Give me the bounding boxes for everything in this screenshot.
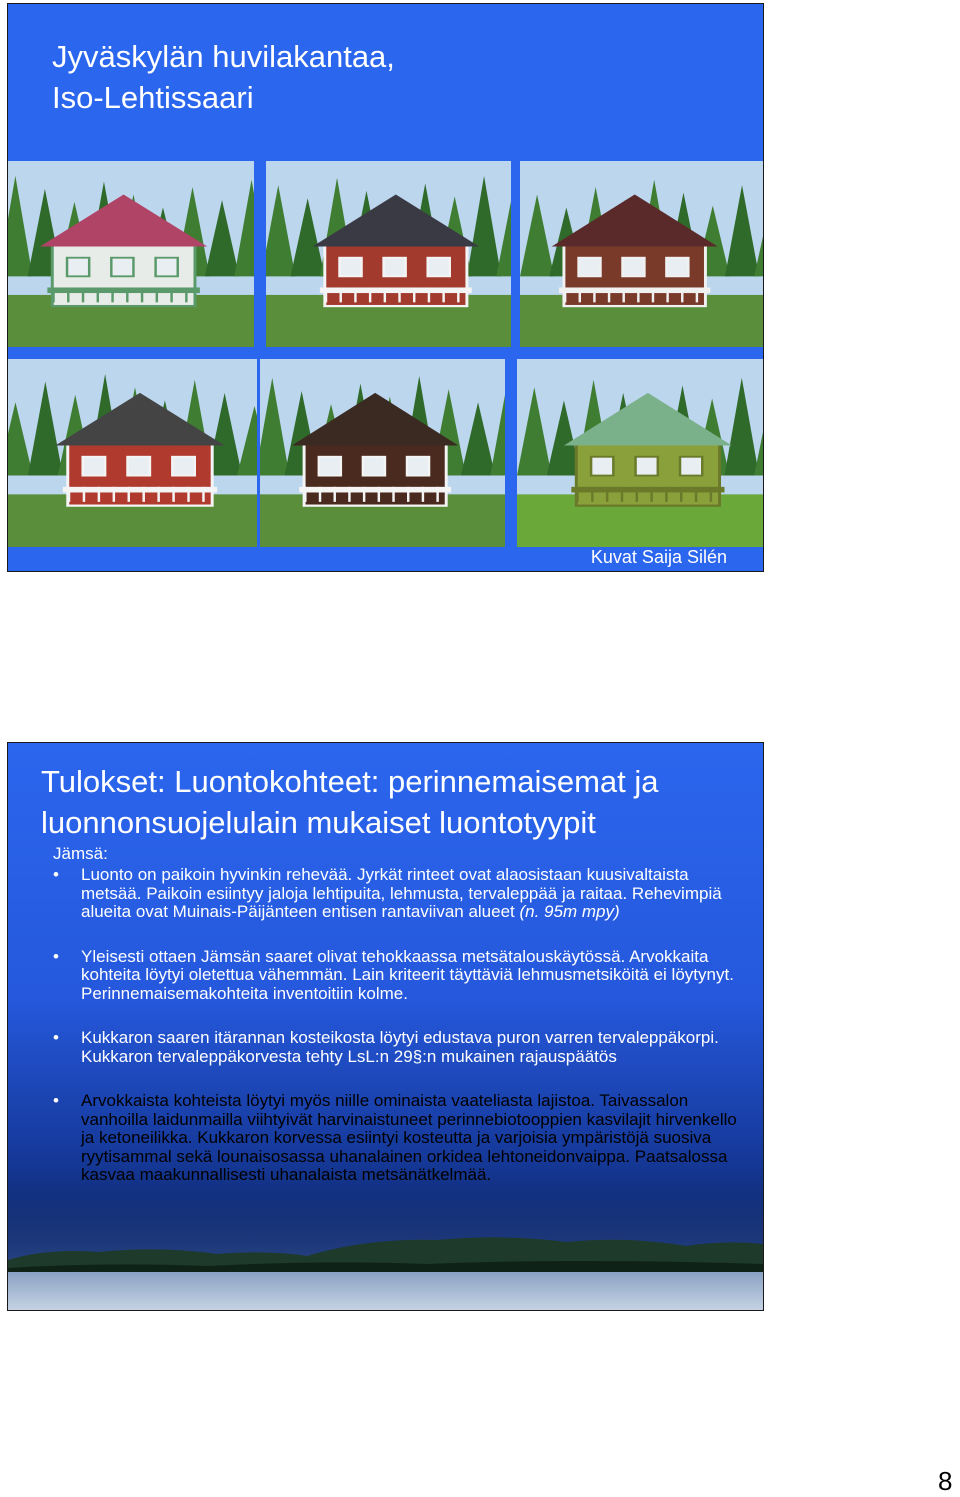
- bullet-icon: •: [53, 1028, 59, 1047]
- house-illustration: [260, 359, 505, 547]
- title-line-1: Tulokset: Luontokohteet: perinnemaisemat ja: [41, 764, 659, 799]
- bullet-item: [53, 866, 743, 922]
- page-number: 8: [938, 1466, 953, 1496]
- bullet-list: [53, 866, 743, 1211]
- photo-credit: Kuvat Saija Silén: [590, 547, 727, 567]
- bullet-italic-text: (n. 95m mpy): [519, 902, 620, 921]
- house-illustration: [8, 359, 257, 547]
- bullet-icon: •: [53, 946, 59, 966]
- slide-villas: [7, 3, 764, 572]
- bullet-item: [53, 1029, 743, 1066]
- bullet-text: Yleisesti ottaen Jämsän saaret olivat tehokkaassa metsätalouskäytössä. Arvokkaita kohteita löytyi oletettua vähemmän. Lain kriteerit täyttäviä lehmusmetsiköitä ei löytynyt. Perinnemaisemakohteita inventoitiin kolme.: [81, 946, 734, 1003]
- house-illustration: [266, 161, 511, 347]
- green-cottage-photo: [517, 359, 764, 547]
- region-subheading: Jämsä:: [53, 844, 108, 863]
- bullet-item: [53, 1092, 743, 1185]
- dark-log-house-photo: [260, 359, 505, 547]
- bullet-text: Kukkaron saaren itärannan kosteikosta löytyi edustava puron varren tervaleppäkorpi. Kukkaron tervaleppäkorvesta tehty LsL:n 29§:n mukainen rajauspäätös: [81, 1028, 719, 1066]
- title-line-1: Jyväskylän huvilakantaa,: [52, 39, 395, 74]
- bullet-icon: •: [53, 1091, 59, 1110]
- house-illustration: [8, 161, 254, 347]
- house-illustration: [520, 161, 764, 347]
- bullet-text: Arvokkaista kohteista löytyi myös niille ominaista vaateliasta lajistoa. Taivassalon vanhoilla laidunmailla viihtyivät harvinaistuneet perinnebiotooppien kasvilajit hirvenkello ja ketoneilikka. Kukkaron korvessa esiintyi kosteutta ja varjoisia ympäristöjä suosiva ryytisammal sekä lounaisosassa uhanalainen orkidea lehtoneidonvaippa. Paatsalossa kasvaa maakunnallisesti uhanalaista metsänätkelmää.: [81, 1091, 737, 1184]
- slide-title: [41, 761, 659, 843]
- bullet-text: Luonto on paikoin hyvinkin rehevää. Jyrkät rinteet ovat alaosistaan kuusivaltaista metsää. Paikoin esiintyy jaloja lehtipuita, lehmusta, tervaleppää ja raitaa. Rehevimpiä alueita ovat Muinais-Päijänteen entisen rantaviivan alueet: [81, 865, 722, 921]
- house-illustration: [517, 359, 764, 547]
- bullet-item: [53, 948, 743, 1004]
- red-cottage-gambrel-photo: [8, 359, 257, 547]
- title-line-2: luonnonsuojelulain mukaiset luontotyypit: [41, 805, 596, 840]
- green-white-villa-photo: [8, 161, 254, 347]
- red-house-dormer-photo: [266, 161, 511, 347]
- brown-villa-photo: [520, 161, 764, 347]
- bullet-icon: •: [53, 865, 59, 884]
- slide-results: [7, 742, 764, 1311]
- slide-title: [52, 36, 395, 118]
- title-line-2: Iso-Lehtissaari: [52, 80, 254, 115]
